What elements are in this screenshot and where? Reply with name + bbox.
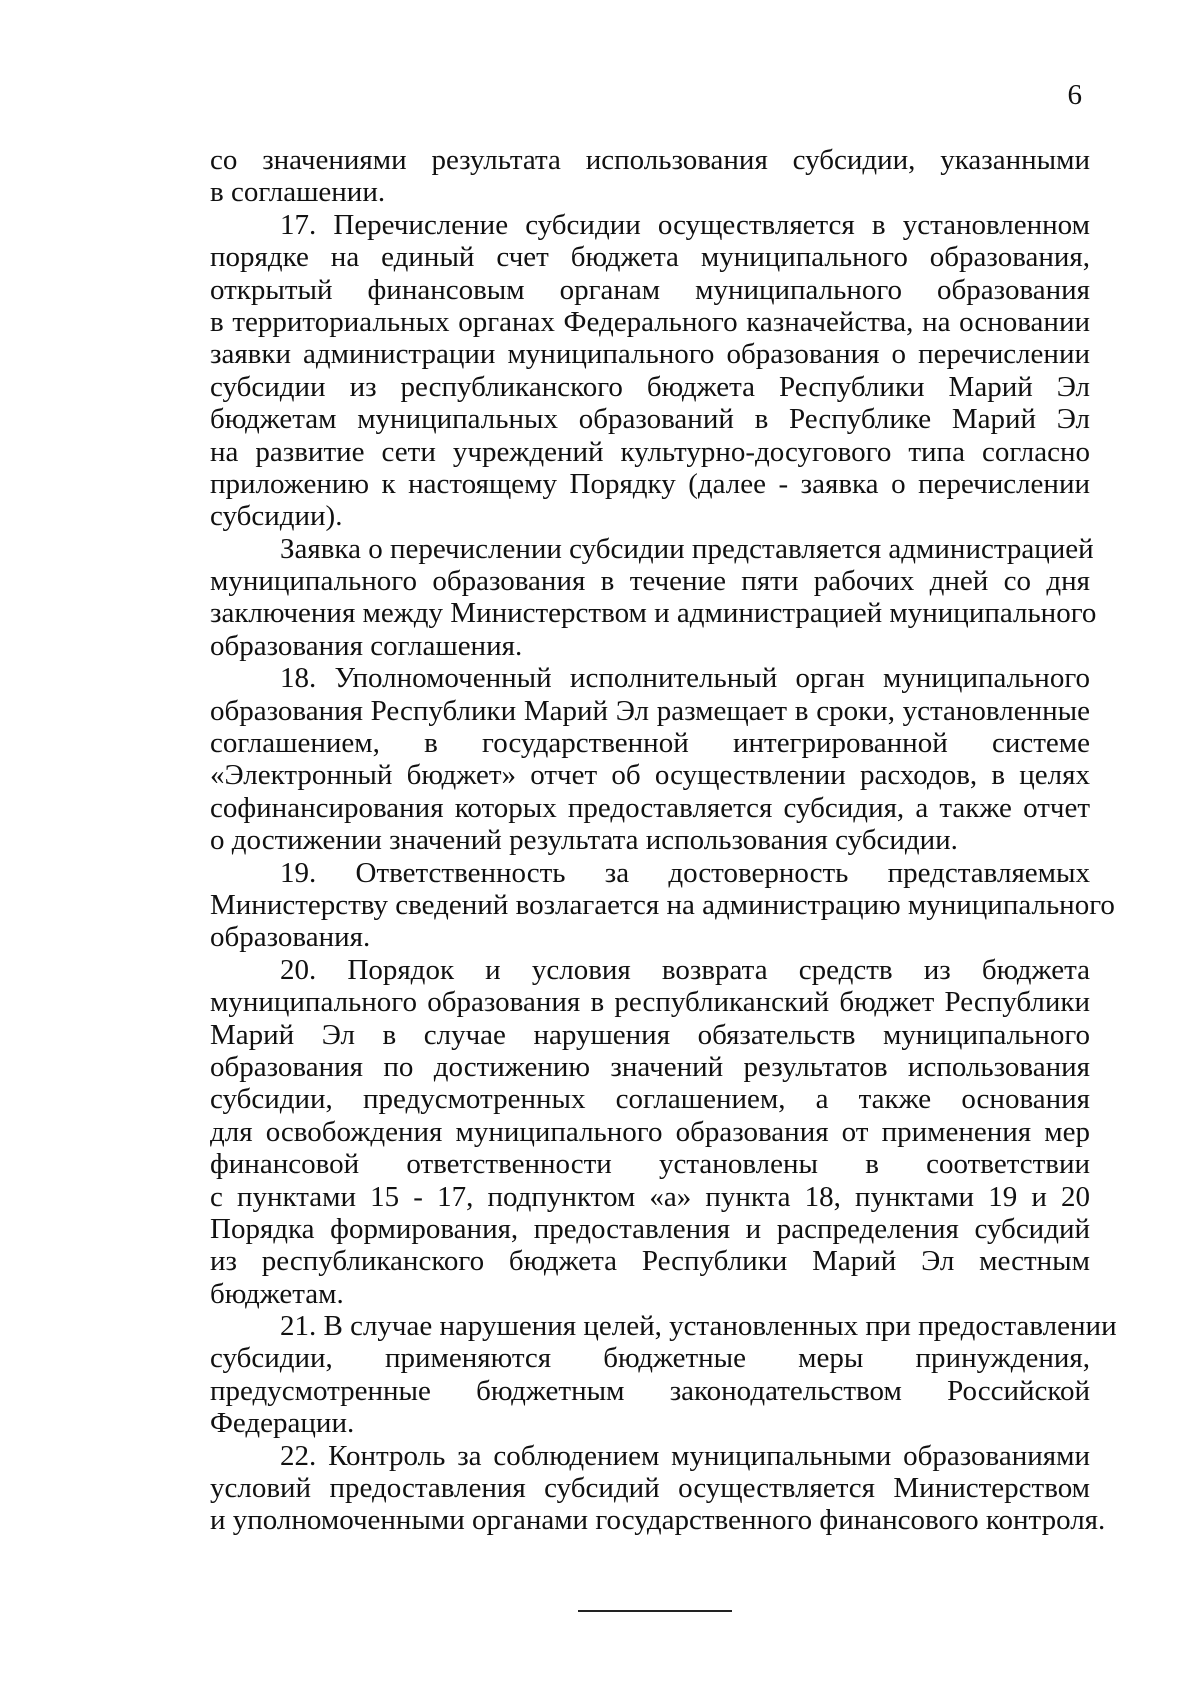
text-line: в соглашении. xyxy=(210,176,386,209)
text-line: в территориальных органах Федерального казначейства, на основании xyxy=(210,305,1090,338)
text-line: субсидии, предусмотренных соглашением, а также основания xyxy=(210,1083,1090,1116)
text-line: со значениями результата использования субсидии, указанными xyxy=(210,144,1090,176)
clause-17-start: 17. Перечисление субсидии осуществляется в установленном xyxy=(280,208,1090,241)
text-line: приложению к настоящему Порядку (далее - заявка о перечислении xyxy=(210,467,1090,500)
text-line: бюджетам муниципальных образований в Республике Марий Эл xyxy=(210,403,1090,436)
clause-19-start: 19. Ответственность за достоверность представляемых xyxy=(280,856,1090,889)
text-line: о достижении значений результата использования субсидии. xyxy=(210,824,958,857)
text-line: образования. xyxy=(210,921,371,954)
text-line: финансовой ответственности установлены в соответствии xyxy=(210,1148,1090,1181)
text-line: «Электронный бюджет» отчет об осуществлении расходов, в целях xyxy=(210,759,1090,792)
text-line: для освобождения муниципального образования от применения мер xyxy=(210,1115,1090,1148)
text-line: образования по достижению значений результатов использования xyxy=(210,1050,1090,1083)
text-line: субсидии, применяются бюджетные меры принуждения, xyxy=(210,1342,1090,1375)
text-line: Министерству сведений возлагается на администрацию муниципального xyxy=(210,888,1115,921)
text-line: порядке на единый счет бюджета муниципального образования, xyxy=(210,241,1090,274)
text-line: муниципального образования в течение пяти рабочих дней со дня xyxy=(210,565,1090,598)
paragraph-start: Заявка о перечислении субсидии представляется администрацией xyxy=(280,532,1094,565)
clause-22-start: 22. Контроль за соблюдением муниципальными образованиями xyxy=(280,1439,1090,1472)
text-line: Марий Эл в случае нарушения обязательств муниципального xyxy=(210,1018,1090,1051)
text-line: Порядка формирования, предоставления и распределения субсидий xyxy=(210,1212,1090,1245)
text-line: муниципального образования в республиканский бюджет Республики xyxy=(210,986,1090,1019)
text-line: софинансирования которых предоставляется субсидия, а также отчет xyxy=(210,791,1090,824)
document-body xyxy=(210,144,1117,1537)
text-line: образования Республики Марий Эл размещает в сроки, установленные xyxy=(210,694,1090,727)
clause-20-start: 20. Порядок и условия возврата средств из бюджета xyxy=(280,953,1090,986)
clause-18-start: 18. Уполномоченный исполнительный орган муниципального xyxy=(280,662,1090,695)
page-number: 6 xyxy=(1067,79,1082,111)
text-line: субсидии из республиканского бюджета Республики Марий Эл xyxy=(210,370,1090,403)
text-line: заявки администрации муниципального образования о перечислении xyxy=(210,338,1090,371)
text-line: Федерации. xyxy=(210,1407,355,1440)
clause-21-start: 21. В случае нарушения целей, установленных при предоставлении xyxy=(280,1310,1117,1343)
text-line: субсидии). xyxy=(210,500,343,533)
text-line: и уполномоченными органами государственного финансового контроля. xyxy=(210,1504,1106,1537)
text-line: открытый финансовым органам муниципального образования xyxy=(210,273,1090,306)
closing-divider-line xyxy=(578,1610,732,1612)
text-line: заключения между Министерством и администрацией муниципального xyxy=(210,597,1097,630)
text-line: из республиканского бюджета Республики Марий Эл местным xyxy=(210,1245,1090,1278)
text-line: бюджетам. xyxy=(210,1277,344,1310)
text-line: на развитие сети учреждений культурно-досугового типа согласно xyxy=(210,435,1090,468)
text-line: соглашением, в государственной интегрированной системе xyxy=(210,727,1090,760)
text-line: с пунктами 15 - 17, подпунктом «а» пункта 18, пунктами 19 и 20 xyxy=(210,1180,1090,1213)
text-line: условий предоставления субсидий осуществляется Министерством xyxy=(210,1472,1090,1505)
text-line: образования соглашения. xyxy=(210,629,523,662)
text-line: предусмотренные бюджетным законодательством Российской xyxy=(210,1374,1090,1407)
